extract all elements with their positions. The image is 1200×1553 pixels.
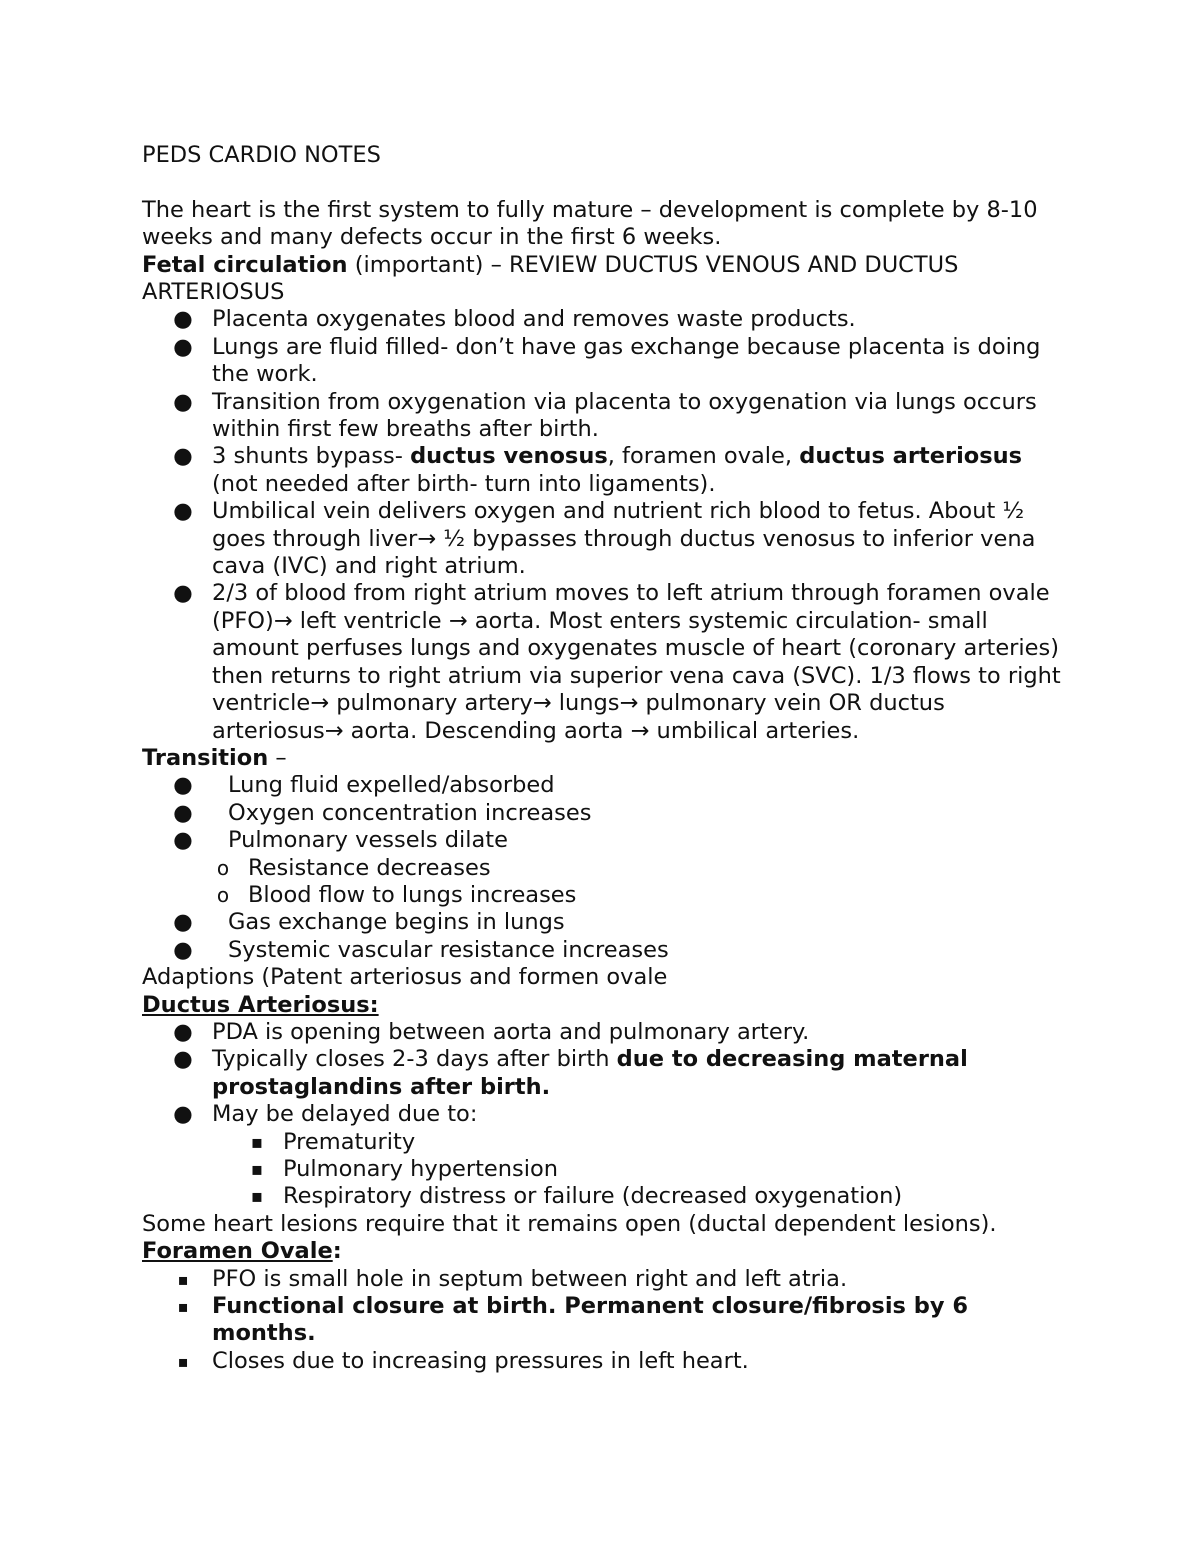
fetal-heading-rest: (important) – REVIEW DUCTUS VENOUS AND DUCTUS ARTERIOSUS — [142, 251, 959, 306]
list-item — [142, 306, 1062, 333]
intro-paragraph: The heart is the first system to fully mature – development is complete by 8-10 weeks and many defects occur in the first 6 weeks. — [142, 196, 1038, 251]
list-item — [142, 1266, 1062, 1293]
square-bullet-icon: ▪ — [250, 1131, 264, 1153]
ductus-heading-bold: Ductus Arteriosus: — [142, 991, 379, 1018]
square-bullet-icon: ▪ — [177, 1269, 189, 1289]
document-page — [142, 142, 1062, 1375]
list-item — [142, 334, 1062, 389]
list-item-text: Gas exchange begins in lungs — [228, 909, 565, 936]
list-item — [142, 498, 1062, 580]
bullet-icon: ● — [173, 1101, 193, 1128]
list-item-text: Lungs are fluid filled- don’t have gas exchange because placenta is doing the work. — [212, 333, 1041, 388]
fetal-circulation-heading — [142, 252, 1062, 307]
list-item-text: 3 shunts bypass- — [212, 443, 411, 470]
foramen-ovale-heading — [142, 1238, 1062, 1265]
list-item-text: 2/3 of blood from right atrium moves to left atrium through foramen ovale (PFO)→ left ventricle → aorta. Most enters systemic circulation- small amount perfuses lungs and oxygenates muscle of heart (coronary arteries) then returns to right atrium via superior vena cava (SVC). 1/3 flows to right ventricle→ pulmonary artery→ lungs→ pulmonary vein OR ductus arteriosus→ aorta. Descending aorta → umbilical arteries. — [212, 580, 1061, 744]
foramen-heading-colon: : — [332, 1238, 342, 1265]
transition-list — [142, 772, 1062, 964]
list-item-text: Systemic vascular resistance increases — [228, 936, 669, 963]
bullet-icon: ● — [173, 1018, 193, 1045]
list-item-text: Pulmonary vessels dilate — [228, 827, 508, 854]
bullet-icon: ● — [173, 306, 193, 333]
list-item-text: Resistance decreases — [248, 854, 491, 881]
bullet-icon: ● — [173, 1046, 193, 1073]
sub-list-item — [142, 1129, 1062, 1156]
square-bullet-icon: ▪ — [250, 1186, 264, 1208]
list-item-bold: due to decreasing maternal prostaglandins after birth. — [212, 1046, 968, 1100]
bullet-icon: ● — [173, 388, 193, 415]
transition-heading-bold: Transition — [142, 744, 269, 771]
bullet-icon: ● — [173, 772, 193, 799]
list-item — [142, 1348, 1062, 1375]
list-item — [142, 909, 1062, 936]
list-item-text: PFO is small hole in septum between right and left atria. — [212, 1265, 848, 1292]
circle-bullet-icon: o — [216, 855, 230, 880]
foramen-heading-bold: Foramen Ovale — [142, 1238, 333, 1265]
list-item — [142, 1293, 1062, 1348]
list-item-bold: ductus venosus — [410, 443, 608, 470]
bullet-icon: ● — [173, 909, 193, 936]
list-item — [142, 389, 1062, 444]
document-title: PEDS CARDIO NOTES — [142, 142, 381, 168]
list-item-text: (not needed after birth- turn into ligaments). — [212, 470, 716, 497]
square-bullet-icon: ▪ — [250, 1159, 264, 1181]
list-item-text: Placenta oxygenates blood and removes waste products. — [212, 306, 856, 333]
list-item-bold: ductus arteriosus — [799, 443, 1023, 470]
list-item — [142, 800, 1062, 827]
list-item-text: Transition from oxygenation via placenta to oxygenation via lungs occurs within first few breaths after birth. — [212, 388, 1037, 443]
transition-heading — [142, 745, 1062, 772]
list-item — [142, 1019, 1062, 1046]
list-item-text: , foramen ovale, — [607, 443, 800, 470]
sub-list-item — [142, 1156, 1062, 1183]
list-item-text: Respiratory distress or failure (decreased oxygenation) — [283, 1183, 903, 1210]
circle-bullet-icon: o — [216, 882, 230, 907]
bullet-icon: ● — [173, 498, 193, 525]
sub-list-item — [142, 882, 1062, 909]
list-item-text: Closes due to increasing pressures in left heart. — [212, 1347, 749, 1374]
list-item-text: PDA is opening between aorta and pulmonary artery. — [212, 1018, 810, 1045]
list-item-text: Pulmonary hypertension — [283, 1156, 559, 1183]
bullet-icon: ● — [173, 333, 193, 360]
ductus-arteriosus-heading — [142, 992, 1062, 1019]
list-item-text: Lung fluid expelled/absorbed — [228, 772, 555, 799]
foramen-list — [142, 1266, 1062, 1376]
list-item — [142, 827, 1062, 854]
list-item — [142, 580, 1062, 744]
fetal-list — [142, 306, 1062, 745]
bullet-icon: ● — [173, 580, 193, 607]
bullet-icon: ● — [173, 936, 193, 963]
bullet-icon: ● — [173, 827, 193, 854]
sub-list-item — [142, 855, 1062, 882]
adaptions-paragraph: Adaptions (Patent arteriosus and formen ovale — [142, 964, 668, 991]
list-item — [142, 1101, 1062, 1128]
list-item-text: Umbilical vein delivers oxygen and nutrient rich blood to fetus. About ½ goes through liver→ ½ bypasses through ductus venosus to inferior vena cava (IVC) and right atrium. — [212, 498, 1036, 580]
list-item-bold: Functional closure at birth. Permanent closure/fibrosis by 6 months. — [212, 1293, 969, 1347]
list-item — [142, 443, 1062, 498]
transition-heading-rest: – — [268, 744, 287, 771]
list-item — [142, 772, 1062, 799]
bullet-icon: ● — [173, 443, 193, 470]
list-item — [142, 937, 1062, 964]
list-item-text: Typically closes 2-3 days after birth — [212, 1046, 617, 1073]
list-item-text: Oxygen concentration increases — [228, 799, 592, 826]
list-item-text: May be delayed due to: — [212, 1101, 478, 1128]
bullet-icon: ● — [173, 799, 193, 826]
lesions-paragraph: Some heart lesions require that it remains open (ductal dependent lesions). — [142, 1210, 997, 1237]
fetal-heading-bold: Fetal circulation — [142, 251, 348, 278]
sub-list-item — [142, 1183, 1062, 1210]
ductus-list — [142, 1019, 1062, 1211]
list-item-text: Prematurity — [283, 1128, 416, 1155]
list-item — [142, 1046, 1062, 1101]
list-item-text: Blood flow to lungs increases — [248, 881, 577, 908]
square-bullet-icon: ▪ — [177, 1297, 189, 1317]
square-bullet-icon: ▪ — [177, 1351, 189, 1371]
